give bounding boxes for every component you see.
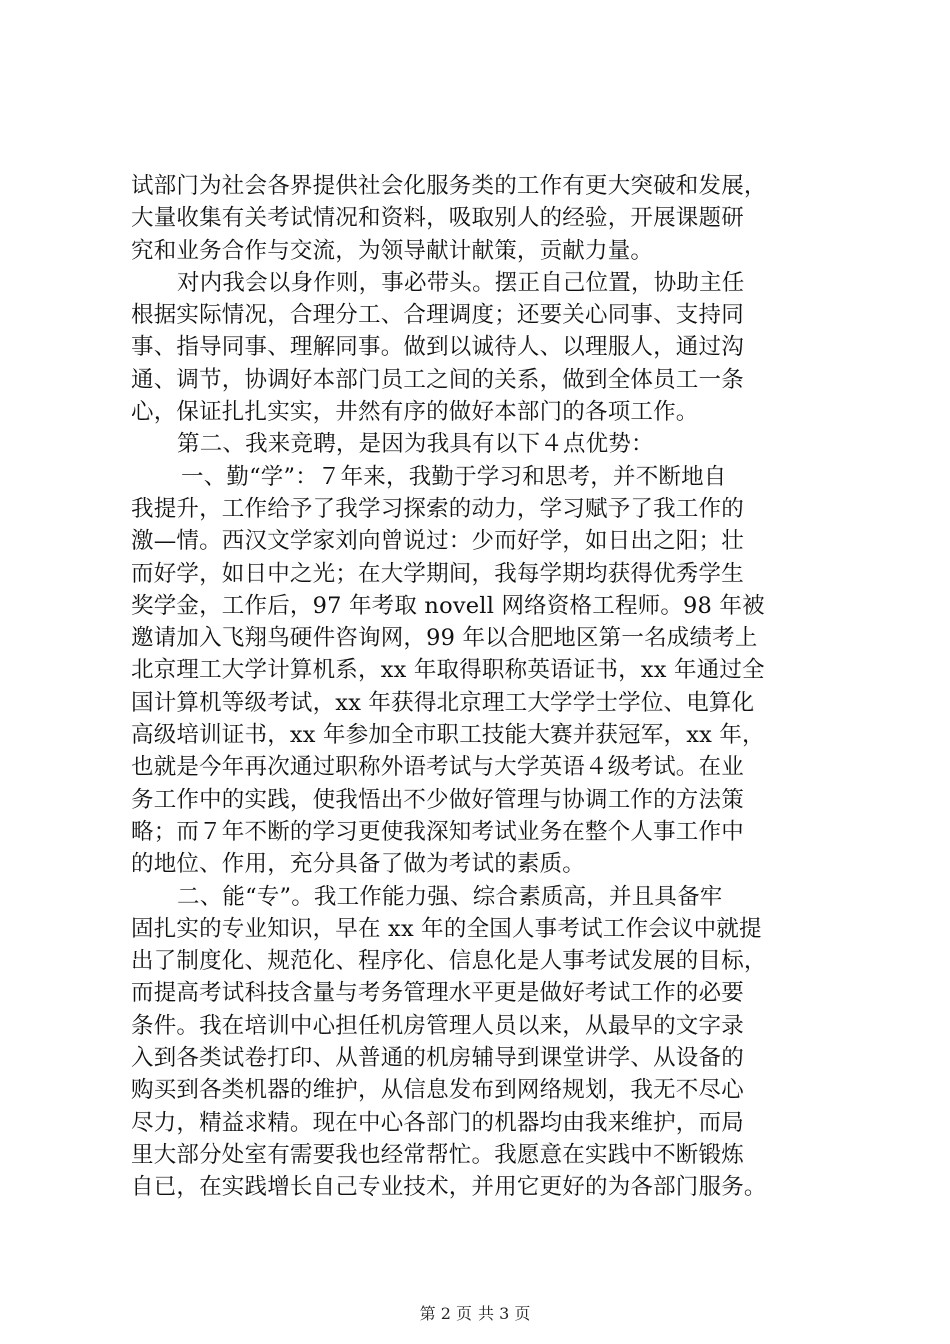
text-line: 奖学金，工作后，97 年考取 novell 网络资格工程师。98 年被 (131, 592, 765, 619)
text-line: 的地位、作用，充分具备了做为考试的素质。 (131, 851, 586, 878)
text-line: 邀请加入飞翔鸟硬件咨询网，99 年以合肥地区第一名成绩考上 (131, 625, 758, 652)
text-line: 务工作中的实践，使我悟出不少做好管理与协调工作的方法策 (131, 786, 744, 813)
text-line: 激—情。西汉文学家刘向曾说过：少而好学，如日出之阳；壮 (131, 528, 744, 555)
text-line: 通、调节，协调好本部门员工之间的关系，做到全体员工一条 (131, 366, 744, 393)
page-footer (0, 1304, 950, 1324)
paragraph-start-line: 对内我会以身作则，事必带头。摆正自己位置，协助主任 (177, 269, 745, 296)
text-line: 而提高考试科技含量与考务管理水平更是做好考试工作的必要 (131, 980, 744, 1007)
text-line: 试部门为社会各界提供社会化服务类的工作有更大突破和发展， (131, 173, 767, 199)
text-line: 事、指导同事、理解同事。做到以诚待人、以理服人，通过沟 (131, 334, 744, 361)
text-line: 我提升，工作给予了我学习探索的动力，学习赋予了我工作的 (131, 495, 744, 522)
document-body (131, 170, 831, 1204)
text-line: 出了制度化、规范化、程序化、信息化是人事考试发展的目标， (131, 948, 767, 975)
text-line: 里大部分处室有需要我也经常帮忙。我愿意在实践中不断锻炼 (131, 1141, 744, 1168)
text-line: 根据实际情况，合理分工、合理调度；还要关心同事、支持同 (131, 302, 744, 329)
text-line: 尽力，精益求精。现在中心各部门的机器均由我来维护，而局 (131, 1109, 744, 1136)
text-line: 高级培训证书，xx 年参加全市职工技能大赛并获冠军，xx 年， (131, 722, 765, 749)
text-line: 大量收集有关考试情况和资料，吸取别人的经验，开展课题研 (131, 205, 744, 232)
text-line: 略；而７年不断的学习更使我深知考试业务在整个人事工作中 (131, 818, 744, 845)
text-line: 而好学，如日中之光；在大学期间，我每学期均获得优秀学生 (131, 560, 744, 587)
text-line: 究和业务合作与交流，为领导献计献策，贡献力量。 (131, 237, 654, 264)
text-line: 固扎实的专业知识，早在 xx 年的全国人事考试工作会议中就提 (131, 915, 762, 942)
text-line: 入到各类试卷打印、从普通的机房辅导到课堂讲学、从设备的 (131, 1045, 744, 1072)
paragraph-start-line: 一、勤“学”：７年来，我勤于学习和思考，并不断地自 (181, 463, 727, 490)
page-total: 共 3 页 (478, 1304, 531, 1323)
text-line: 购买到各类机器的维护，从信息发布到网络规划，我无不尽心 (131, 1077, 744, 1104)
text-line: 条件。我在培训中心担任机房管理人员以来，从最早的文字录 (131, 1012, 744, 1039)
text-line: 也就是今年再次通过职称外语考试与大学英语４级考试。在业 (131, 754, 744, 781)
text-line: 心，保证扎扎实实，井然有序的做好本部门的各项工作。 (131, 399, 699, 426)
text-line: 国计算机等级考试，xx 年获得北京理工大学学士学位、电算化 (131, 689, 755, 716)
text-line: 北京理工大学计算机系，xx 年取得职称英语证书，xx 年通过全 (131, 657, 765, 684)
paragraph-start-line: 二、能“专”。我工作能力强、综合素质高，并且具备牢 (177, 883, 723, 910)
text-line: 自已，在实践增长自己专业技术，并用它更好的为各部门服务。 (131, 1174, 767, 1201)
section-heading-line: 第二、我来竞聘，是因为我具有以下４点优势： (177, 431, 654, 458)
page-number: 第 2 页 (419, 1304, 472, 1323)
